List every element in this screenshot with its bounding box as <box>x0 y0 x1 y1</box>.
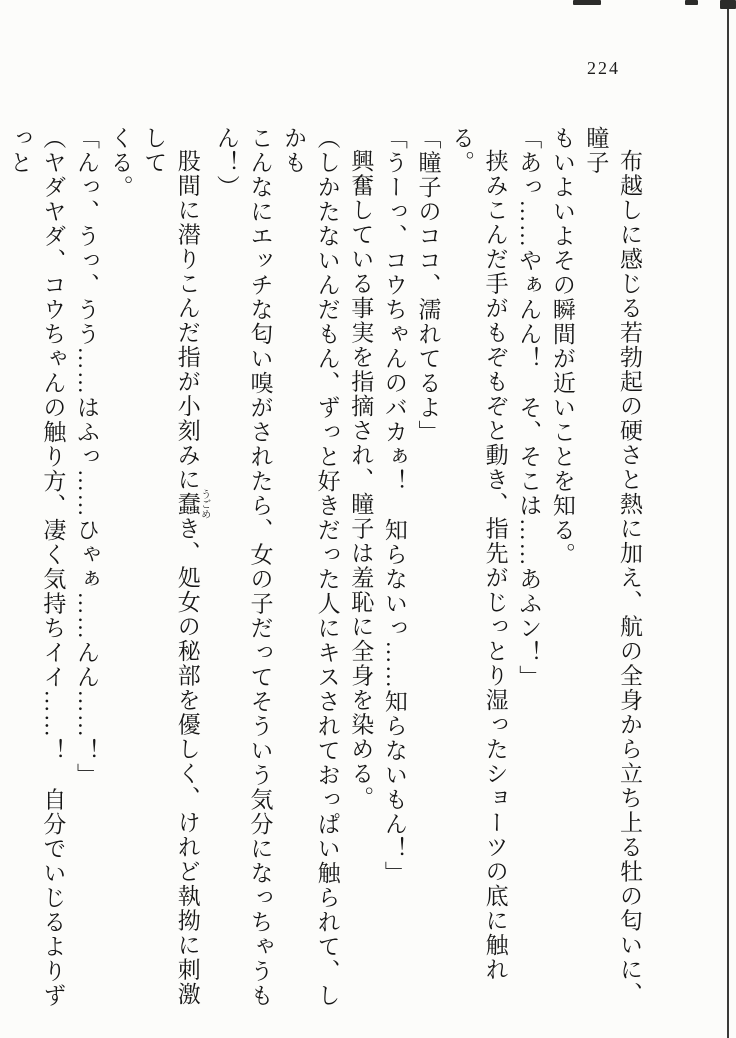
text-column: くる。 <box>107 126 133 200</box>
text-column: 股間に潜りこんだ指が小刻みに蠢 うごめき、処女の秘部を優しく、けれど執拗に刺激して <box>141 126 210 1007</box>
text-column: もいよいよその瞬間が近いことを知る。 <box>549 126 575 567</box>
text-column: 「あっ……やぁんん！ そ、そこは……あふン！」 <box>516 126 542 690</box>
text-column: （ヤダヤダ、コウちゃんの触り方、凄く気持ちイイ……！ 自分でいじるよりずっと <box>6 126 66 1008</box>
scan-artifact <box>573 0 601 5</box>
text-column: 「瞳子のココ、濡れてるよ」 <box>415 126 441 445</box>
scan-artifact <box>685 0 698 5</box>
page-edge-line <box>727 0 729 1038</box>
text-column: 「うーっ、コウちゃんのバカぁ！ 知らないっ……知らないもん！」 <box>381 126 407 886</box>
text-column: （しかたないんだもん、ずっと好きだった人にキスされておっぱい触られて、しかも <box>281 126 340 1008</box>
scan-artifact <box>720 0 736 9</box>
text-column: 「んっ、うっ、うう……はふっ……ひゃぁ……んん……！」 <box>74 126 99 788</box>
text-column: 布越しに感じる若勃起の硬さと熱に加え、航の全身から立ち上る牡の匂いに、瞳子 <box>583 126 642 1007</box>
text-column: 興奮している事実を指摘され、瞳子は羞恥に全身を染める。 <box>348 149 374 811</box>
text-column <box>0 126 2 1018</box>
text-column: 挟みこんだ手がもぞもぞと動き、指先がじっとり湿ったショーツの底に触れる。 <box>449 126 508 982</box>
text-column: こんなにエッチな匂い嗅がされたら、女の子だってそういう気分になっちゃうもん！） <box>213 126 273 1008</box>
page-number: 224 <box>587 58 620 78</box>
text-block <box>6 126 646 1018</box>
